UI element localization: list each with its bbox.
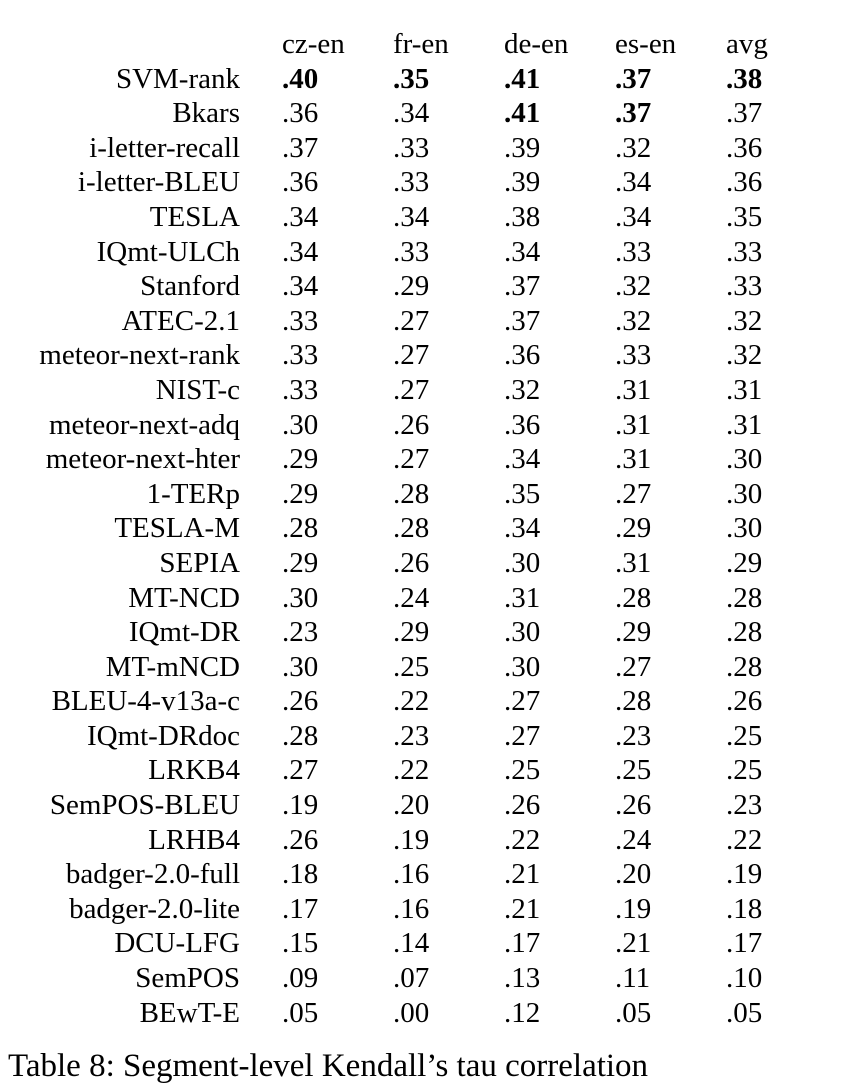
score-cell: .28: [726, 650, 763, 683]
metric-name: SVM-rank: [115, 62, 240, 95]
score-cell: .34: [615, 200, 652, 233]
score-cell: .30: [282, 650, 319, 683]
metric-name: DCU-LFG: [114, 927, 240, 960]
score-cell: .12: [504, 996, 541, 1029]
score-cell: .22: [393, 754, 430, 787]
metric-name: SemPOS-BLEU: [49, 789, 240, 822]
table-row: [18, 996, 806, 1031]
score-cell: .25: [504, 754, 541, 787]
score-cell: .26: [615, 789, 652, 822]
score-cell: .28: [726, 616, 763, 649]
score-cell: .39: [504, 166, 541, 199]
score-cell: .37: [504, 270, 541, 303]
score-cell: .13: [504, 962, 541, 995]
column-header: de-en: [504, 28, 569, 60]
score-cell: .37: [504, 304, 541, 337]
table-row: [18, 546, 806, 581]
metric-name: Bkars: [172, 97, 240, 130]
score-cell: .33: [726, 235, 763, 268]
metric-name: i-letter-BLEU: [77, 166, 240, 199]
score-cell: .17: [504, 927, 541, 960]
metric-name: meteor-next-rank: [39, 339, 240, 372]
table-row: [18, 338, 806, 373]
metric-column-header: [18, 27, 282, 62]
score-cell: .26: [282, 685, 319, 718]
metric-name: TESLA: [149, 200, 240, 233]
score-cell: .07: [393, 962, 430, 995]
score-cell: .38: [726, 62, 763, 95]
score-cell: .34: [504, 512, 541, 545]
score-cell: .34: [504, 443, 541, 476]
table-row: [18, 304, 806, 339]
score-cell: .33: [726, 270, 763, 303]
score-cell: .31: [726, 373, 763, 406]
score-cell: .27: [393, 304, 430, 337]
score-cell: .27: [282, 754, 319, 787]
score-cell: .29: [393, 270, 430, 303]
table-body: [18, 62, 806, 1031]
score-cell: .28: [726, 581, 763, 614]
table-row: [18, 442, 806, 477]
score-cell: .00: [393, 996, 430, 1029]
score-cell: .40: [282, 62, 319, 95]
metric-name: NIST-c: [155, 373, 240, 406]
score-cell: .05: [282, 996, 319, 1029]
table-row: [18, 235, 806, 270]
score-cell: .30: [504, 650, 541, 683]
score-cell: .23: [282, 616, 319, 649]
table-row: [18, 62, 806, 97]
metric-name: TESLA-M: [114, 512, 240, 545]
score-cell: .41: [504, 97, 541, 130]
score-cell: .28: [393, 512, 430, 545]
score-cell: .28: [393, 477, 430, 510]
table-row: [18, 131, 806, 166]
score-cell: .27: [615, 477, 652, 510]
score-cell: .30: [726, 512, 763, 545]
score-cell: .16: [393, 858, 430, 891]
score-cell: .11: [615, 962, 651, 995]
score-cell: .26: [726, 685, 763, 718]
table-row: [18, 615, 806, 650]
score-cell: .31: [615, 408, 652, 441]
score-cell: .31: [615, 373, 652, 406]
score-cell: .36: [282, 97, 319, 130]
score-cell: .24: [393, 581, 430, 614]
score-cell: .25: [726, 754, 763, 787]
score-cell: .30: [282, 581, 319, 614]
metric-name: IQmt-DRdoc: [86, 719, 240, 752]
score-cell: .39: [504, 131, 541, 164]
score-cell: .31: [615, 443, 652, 476]
score-cell: .33: [615, 339, 652, 372]
metric-name: IQmt-DR: [128, 616, 240, 649]
column-header: cz-en: [282, 28, 345, 60]
table-row: [18, 408, 806, 443]
score-cell: .25: [726, 719, 763, 752]
score-cell: .28: [282, 512, 319, 545]
score-cell: .18: [282, 858, 319, 891]
score-cell: .34: [393, 97, 430, 130]
score-cell: .33: [393, 166, 430, 199]
score-cell: .14: [393, 927, 430, 960]
score-cell: .35: [393, 62, 430, 95]
score-cell: .32: [615, 270, 652, 303]
score-cell: .22: [504, 823, 541, 856]
score-cell: .36: [504, 408, 541, 441]
score-cell: .29: [726, 546, 763, 579]
score-cell: .34: [282, 235, 319, 268]
score-cell: .29: [282, 477, 319, 510]
score-cell: .28: [282, 719, 319, 752]
score-cell: .28: [615, 581, 652, 614]
score-cell: .36: [726, 166, 763, 199]
score-cell: .25: [393, 650, 430, 683]
score-cell: .33: [615, 235, 652, 268]
score-cell: .33: [282, 339, 319, 372]
metric-name: meteor-next-hter: [45, 443, 240, 476]
table-row: [18, 650, 806, 685]
metric-name: SemPOS: [135, 962, 240, 995]
metric-name: 1-TERp: [146, 477, 240, 510]
table-row: [18, 96, 806, 131]
metric-name: LRHB4: [148, 823, 240, 856]
score-cell: .29: [615, 512, 652, 545]
score-cell: .33: [282, 373, 319, 406]
metric-name: MT-mNCD: [105, 650, 240, 683]
score-cell: .23: [615, 719, 652, 752]
score-cell: .19: [393, 823, 430, 856]
score-cell: .37: [282, 131, 319, 164]
score-cell: .32: [615, 304, 652, 337]
metric-name: LRKB4: [148, 754, 240, 787]
table-row: [18, 823, 806, 858]
metric-name: MT-NCD: [128, 581, 240, 614]
score-cell: .27: [504, 719, 541, 752]
header-row: [18, 27, 806, 62]
metric-name: SEPIA: [159, 546, 240, 579]
score-cell: .27: [504, 685, 541, 718]
score-cell: .27: [393, 373, 430, 406]
results-table: [18, 27, 806, 1030]
table-row: [18, 165, 806, 200]
score-cell: .19: [282, 789, 319, 822]
score-cell: .05: [615, 996, 652, 1029]
score-cell: .26: [504, 789, 541, 822]
score-cell: .20: [615, 858, 652, 891]
table-row: [18, 581, 806, 616]
metric-name: badger-2.0-lite: [69, 892, 240, 925]
column-header: es-en: [615, 28, 677, 60]
score-cell: .36: [282, 166, 319, 199]
score-cell: .09: [282, 962, 319, 995]
score-cell: .21: [504, 892, 541, 925]
score-cell: .34: [282, 200, 319, 233]
score-cell: .24: [615, 823, 652, 856]
metric-name: meteor-next-adq: [48, 408, 240, 441]
score-cell: .37: [726, 97, 763, 130]
score-cell: .38: [504, 200, 541, 233]
score-cell: .37: [615, 62, 652, 95]
score-cell: .33: [282, 304, 319, 337]
score-cell: .37: [615, 97, 652, 130]
score-cell: .19: [615, 892, 652, 925]
score-cell: .23: [726, 789, 763, 822]
score-cell: .17: [726, 927, 763, 960]
score-cell: .41: [504, 62, 541, 95]
table-row: [18, 373, 806, 408]
metric-name: badger-2.0-full: [65, 858, 240, 891]
score-cell: .22: [726, 823, 763, 856]
metric-name: i-letter-recall: [89, 131, 240, 164]
metric-name: BEwT-E: [139, 996, 240, 1029]
score-cell: .18: [726, 892, 763, 925]
score-cell: .32: [726, 304, 763, 337]
score-cell: .31: [504, 581, 541, 614]
table-row: [18, 477, 806, 512]
table-row: [18, 753, 806, 788]
table-caption: Table 8: Segment-level Kendall’s tau correlation: [8, 1048, 649, 1084]
table-row: [18, 892, 806, 927]
score-cell: .16: [393, 892, 430, 925]
score-cell: .34: [393, 200, 430, 233]
score-cell: .10: [726, 962, 763, 995]
score-cell: .30: [726, 477, 763, 510]
table-row: [18, 269, 806, 304]
table-row: [18, 719, 806, 754]
score-cell: .29: [615, 616, 652, 649]
metric-name: Stanford: [140, 270, 240, 303]
score-cell: .32: [726, 339, 763, 372]
score-cell: .34: [282, 270, 319, 303]
table-row: [18, 926, 806, 961]
score-cell: .15: [282, 927, 319, 960]
score-cell: .34: [615, 166, 652, 199]
score-cell: .35: [726, 200, 763, 233]
score-cell: .27: [393, 339, 430, 372]
score-cell: .31: [615, 546, 652, 579]
table-row: [18, 511, 806, 546]
score-cell: .21: [504, 858, 541, 891]
score-cell: .26: [282, 823, 319, 856]
score-cell: .35: [504, 477, 541, 510]
score-cell: .33: [393, 131, 430, 164]
score-cell: .36: [726, 131, 763, 164]
table-row: [18, 961, 806, 996]
score-cell: .29: [282, 546, 319, 579]
metric-name: BLEU-4-v13a-c: [51, 685, 240, 718]
score-cell: .31: [726, 408, 763, 441]
score-cell: .05: [726, 996, 763, 1029]
score-cell: .23: [393, 719, 430, 752]
score-cell: .34: [504, 235, 541, 268]
score-cell: .32: [615, 131, 652, 164]
score-cell: .26: [393, 546, 430, 579]
metric-name: ATEC-2.1: [121, 304, 240, 337]
score-cell: .22: [393, 685, 430, 718]
score-cell: .30: [504, 616, 541, 649]
score-cell: .21: [615, 927, 652, 960]
score-cell: .30: [282, 408, 319, 441]
score-cell: .27: [393, 443, 430, 476]
score-cell: .20: [393, 789, 430, 822]
score-cell: .33: [393, 235, 430, 268]
score-cell: .36: [504, 339, 541, 372]
score-cell: .25: [615, 754, 652, 787]
score-cell: .27: [615, 650, 652, 683]
table-row: [18, 200, 806, 235]
score-cell: .29: [282, 443, 319, 476]
column-header: fr-en: [393, 28, 449, 60]
column-header: avg: [726, 28, 768, 60]
score-cell: .17: [282, 892, 319, 925]
table-row: [18, 857, 806, 892]
score-cell: .28: [615, 685, 652, 718]
metric-name: IQmt-ULCh: [96, 235, 240, 268]
score-cell: .19: [726, 858, 763, 891]
score-cell: .26: [393, 408, 430, 441]
score-cell: .30: [726, 443, 763, 476]
table-row: [18, 684, 806, 719]
table-row: [18, 788, 806, 823]
score-cell: .29: [393, 616, 430, 649]
score-cell: .30: [504, 546, 541, 579]
score-cell: .32: [504, 373, 541, 406]
